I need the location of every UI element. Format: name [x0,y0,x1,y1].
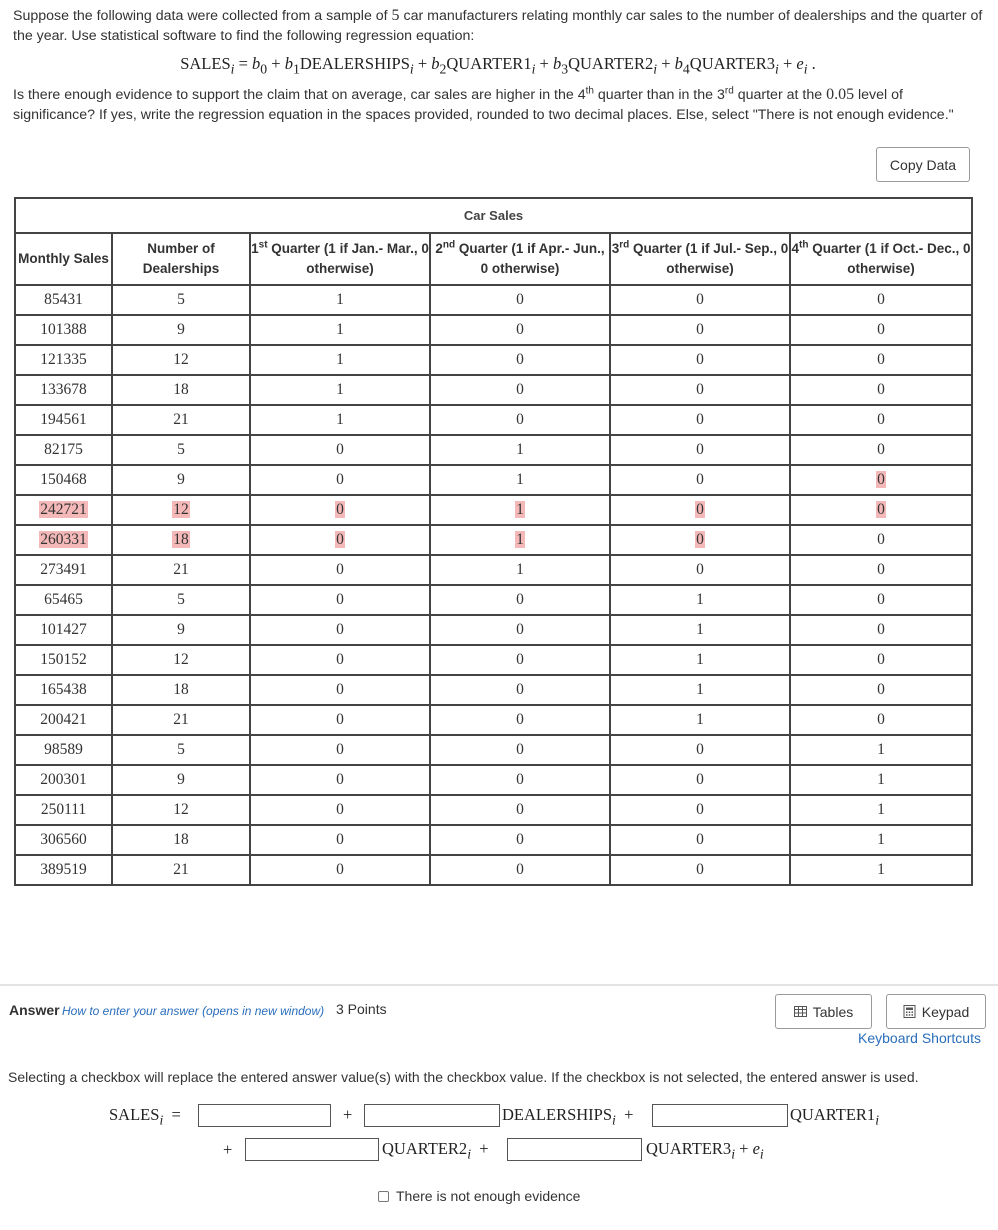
table-cell: 21 [112,405,250,435]
table-cell: 101427 [15,615,112,645]
table-cell: 18 [112,825,250,855]
table-row [15,645,972,675]
table-cell: 1 [790,795,972,825]
table-row [15,435,972,465]
table-cell: 0 [250,675,430,705]
calculator-icon [903,1005,916,1018]
table-cell: 0 [790,465,972,495]
table-cell: 0 [790,675,972,705]
table-cell: 5 [112,435,250,465]
table-cell: 0 [430,315,610,345]
table-cell: 389519 [15,855,112,885]
table-row [15,285,972,315]
table-cell: 0 [790,405,972,435]
table-cell: 0 [610,285,790,315]
table-cell: 0 [250,735,430,765]
not-enough-evidence-label: There is not enough evidence [396,1188,581,1204]
table-cell: 0 [790,525,972,555]
table-cell: 121335 [15,345,112,375]
eq-plus-1: + [343,1105,353,1124]
b1-input[interactable] [364,1104,500,1127]
table-row [15,525,972,555]
table-cell: 0 [430,375,610,405]
table-cell: 1 [610,675,790,705]
table-cell: 1 [250,285,430,315]
table-cell: 0 [250,615,430,645]
eq-dealerships-term: $DEALERSHIPS_i$ + [502,1105,634,1128]
table-cell: 1 [250,405,430,435]
table-cell: 12 [112,495,250,525]
table-cell: 0 [430,345,610,375]
table-cell: 0 [790,705,972,735]
answer-label: Answer [9,1002,60,1018]
table-cell: 0 [610,315,790,345]
table-cell: 0 [790,555,972,585]
eq-quarter3-term: $QUARTER3_i + e_i$ [646,1139,764,1162]
table-cell: 1 [610,645,790,675]
table-row [15,825,972,855]
keypad-button-label: Keypad [921,1003,970,1020]
table-cell: 0 [610,465,790,495]
table-cell: 9 [112,615,250,645]
keyboard-shortcuts-link[interactable]: Keyboard Shortcuts [858,1030,981,1046]
copy-data-button[interactable]: Copy Data [876,147,970,182]
table-cell: 9 [112,315,250,345]
table-cell: 0 [430,675,610,705]
table-cell: 21 [112,855,250,885]
table-cell: 0 [610,855,790,885]
table-cell: 0 [430,735,610,765]
table-cell: 1 [430,435,610,465]
table-cell: 0 [610,375,790,405]
table-cell: 200421 [15,705,112,735]
b3-input[interactable] [245,1138,379,1161]
table-cell: 21 [112,705,250,735]
table-cell: 5 [112,285,250,315]
eq-sales-label: $SALES_i$ = [109,1105,181,1128]
table-cell: 0 [250,825,430,855]
prompt-paragraph-1: Suppose the following data were collected from a sample of 5 car manufacturers relating monthly car sales to the number of dealerships and the quarter of the year. Use statistical software to find the following regression equation: [13,7,983,44]
table-cell: 1 [790,765,972,795]
tables-button[interactable] [775,994,872,1029]
table-cell: 0 [250,585,430,615]
table-cell: 0 [430,585,610,615]
table-cell: 0 [430,615,610,645]
table-row [15,855,972,885]
table-cell: 5 [112,735,250,765]
table-cell: 1 [430,495,610,525]
table-cell: 0 [790,315,972,345]
table-cell: 200301 [15,765,112,795]
table-cell: 0 [610,735,790,765]
table-cell: 0 [790,345,972,375]
table-cell: 0 [250,525,430,555]
keypad-button[interactable] [886,994,986,1029]
car-sales-table [14,197,973,886]
table-row [15,315,972,345]
table-cell: 12 [112,345,250,375]
eq-plus-2: + [223,1140,233,1159]
table-cell: 0 [250,465,430,495]
table-cell: 0 [430,705,610,735]
table-cell: 194561 [15,405,112,435]
table-cell: 82175 [15,435,112,465]
table-cell: 0 [430,765,610,795]
table-row [15,375,972,405]
column-header: 3rd Quarter (1 if Jul.- Sep., 0 otherwise) [610,233,790,285]
table-row [15,495,972,525]
table-cell: 250111 [15,795,112,825]
table-cell: 0 [790,435,972,465]
table-icon [794,1005,807,1018]
table-cell: 0 [430,795,610,825]
table-row [15,585,972,615]
table-cell: 1 [430,555,610,585]
table-cell: 1 [790,825,972,855]
table-cell: 0 [790,285,972,315]
table-cell: 101388 [15,315,112,345]
table-cell: 260331 [15,525,112,555]
column-header: 2nd Quarter (1 if Apr.- Jun., 0 otherwise) [430,233,610,285]
table-cell: 98589 [15,735,112,765]
table-cell: 1 [790,735,972,765]
checkbox-instruction: Selecting a checkbox will replace the entered answer value(s) with the checkbox value. If the checkbox is not selected, the entered answer is used. [8,1069,919,1085]
table-cell: 1 [250,345,430,375]
table-cell: 0 [250,645,430,675]
table-row [15,465,972,495]
table-cell: 273491 [15,555,112,585]
column-header: 1st Quarter (1 if Jan.- Mar., 0 otherwise) [250,233,430,285]
table-cell: 0 [610,795,790,825]
table-cell: 1 [250,315,430,345]
eq-quarter1-term: $QUARTER1_i$ [790,1105,880,1128]
table-caption: Car Sales [15,198,972,233]
table-cell: 0 [610,765,790,795]
table-row [15,735,972,765]
table-cell: 1 [610,705,790,735]
table-cell: 0 [430,645,610,675]
table-cell: 1 [610,615,790,645]
table-cell: 0 [250,855,430,885]
question-prompt [13,6,983,125]
table-row [15,555,972,585]
b4-input[interactable] [507,1138,642,1161]
table-cell: 242721 [15,495,112,525]
points-label: 3 Points [336,1001,387,1017]
table-cell: 0 [250,555,430,585]
table-cell: 0 [430,825,610,855]
table-cell: 0 [250,435,430,465]
table-cell: 0 [250,495,430,525]
table-cell: 0 [250,765,430,795]
table-cell: 0 [610,345,790,375]
how-to-enter-answer-link[interactable]: How to enter your answer (opens in new window) [62,1004,325,1018]
column-header: 4th Quarter (1 if Oct.- Dec., 0 otherwise) [790,233,972,285]
table-cell: 18 [112,525,250,555]
table-cell: 18 [112,675,250,705]
b0-input[interactable] [198,1104,331,1127]
table-cell: 150152 [15,645,112,675]
column-header: Number of Dealerships [112,233,250,285]
table-cell: 0 [610,495,790,525]
table-cell: 0 [790,645,972,675]
table-row [15,405,972,435]
table-cell: 0 [250,705,430,735]
table-cell: 9 [112,465,250,495]
table-cell: 18 [112,375,250,405]
column-header: Monthly Sales [15,233,112,285]
regression-equation: $SALES_i = b_0$ + $b_1DEALERSHIPS_i$ + $b_2QUARTER1_i$ + $b_3QUARTER2_i$ + $b_4QUARTER3_i + e_i$ . [180,54,816,77]
table-cell: 165438 [15,675,112,705]
table-cell: 0 [790,615,972,645]
table-row [15,675,972,705]
table-cell: 0 [610,555,790,585]
table-cell: 21 [112,555,250,585]
table-row [15,765,972,795]
table-row [15,705,972,735]
tables-button-label: Tables [812,1003,854,1020]
table-cell: 0 [430,405,610,435]
table-cell: 0 [250,795,430,825]
table-cell: 0 [430,285,610,315]
table-cell: 1 [610,585,790,615]
table-cell: 1 [790,855,972,885]
table-cell: 0 [610,525,790,555]
not-enough-evidence-option[interactable] [378,1188,580,1204]
table-cell: 0 [790,585,972,615]
table-cell: 5 [112,585,250,615]
table-cell: 12 [112,645,250,675]
table-cell: 0 [610,435,790,465]
table-cell: 85431 [15,285,112,315]
table-cell: 0 [790,375,972,405]
table-cell: 1 [250,375,430,405]
b2-input[interactable] [652,1104,788,1127]
table-body [15,285,972,885]
table-row [15,345,972,375]
section-divider [0,984,998,986]
table-cell: 1 [430,525,610,555]
table-row [15,795,972,825]
table-cell: 12 [112,795,250,825]
table-cell: 0 [610,405,790,435]
prompt-paragraph-2: Is there enough evidence to support the claim that on average, car sales are higher in the 4th quarter than in the 3rd quarter at the 0.05 level of significance? If yes, write the regression equation in the spaces provided, rounded to two decimal places. Else, select "There is not enough evidence." [13,85,954,124]
table-cell: 306560 [15,825,112,855]
table-cell: 1 [430,465,610,495]
table-cell: 0 [610,825,790,855]
table-cell: 133678 [15,375,112,405]
table-cell: 65465 [15,585,112,615]
table-cell: 150468 [15,465,112,495]
table-cell: 0 [790,495,972,525]
table-cell: 9 [112,765,250,795]
table-row [15,615,972,645]
not-enough-evidence-checkbox[interactable] [378,1191,389,1202]
table-header-row [15,233,972,285]
eq-quarter2-term: $QUARTER2_i$ + [382,1139,489,1162]
table-cell: 0 [430,855,610,885]
